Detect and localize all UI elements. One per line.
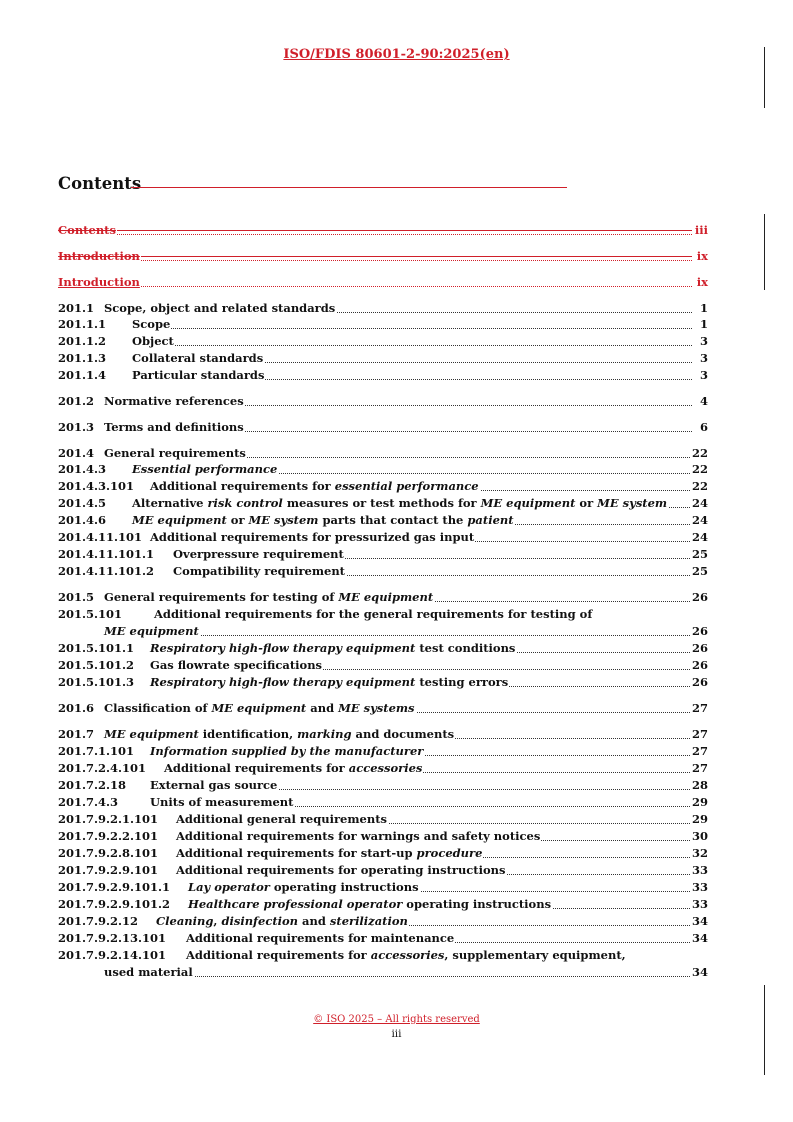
toc-entry-title: and [298,914,330,928]
toc-entry-page: 1 [699,317,708,331]
toc-entry-page: 26 [691,658,708,672]
toc-entry-title: operating instructions [269,880,419,894]
toc-entry-title: Terms and definitions [104,420,244,434]
toc-entry[interactable] [58,316,708,332]
toc-entry-label [58,478,480,494]
toc-entry-label [58,794,294,810]
change-bar [764,214,765,290]
toc-entry-number: 201.7.9.2.9.101.2 [58,897,171,911]
toc-entry[interactable] [58,367,708,383]
toc-entry-page: 4 [699,394,708,408]
toc-entry-title: or [575,496,598,510]
toc-entry[interactable] [58,495,708,511]
toc-entry-number: 201.7.1.101 [58,744,135,758]
toc-entry-page: 3 [699,368,708,382]
toc-entry-page: 26 [691,641,708,655]
toc-entry-label [58,495,668,511]
toc-entry-title: General requirements [104,446,246,460]
toc-entry-title: Particular standards [132,368,265,382]
toc-entry-label [58,777,278,793]
toc-entry-number: 201.5.101.3 [58,675,135,689]
toc-entry[interactable] [58,546,708,562]
toc-entry-label [58,743,424,759]
toc-entry-page: 32 [691,846,708,860]
toc-entry-title: Compatibility requirement [173,564,345,578]
toc-entry-title: Additional general requirements [176,812,387,826]
toc-entry-italic-term: ME equipment [104,727,199,741]
toc-entry-title: Additional requirements for [186,948,371,962]
toc-entry-title: Gas flowrate specifications [150,658,323,672]
toc-entry-italic-term: ME systems [338,701,415,715]
toc-entry[interactable] [58,964,708,980]
toc-entry-page: ix [696,275,708,289]
toc-entry-page: 3 [699,351,708,365]
toc-entry-title: Normative references [104,394,244,408]
toc-entry-title: General requirements for testing of [104,590,339,604]
toc-entry[interactable] [58,896,708,912]
toc-entry[interactable] [58,248,708,264]
toc-entry-label [58,350,264,366]
toc-entry-italic-term: ME system [248,513,319,527]
toc-entry-title: Collateral standards [132,351,264,365]
toc-entry-page: 27 [691,761,708,775]
toc-entry-page: 1 [699,301,708,315]
toc-entry[interactable] [58,743,708,759]
toc-entry-title: Additional requirements for warnings and safety notices [176,829,541,843]
contents-heading: Contents [58,174,142,193]
toc-entry-number: 201.6 [58,701,95,715]
toc-entry-italic-term: ME equipment [338,590,434,604]
toc-entry[interactable] [58,640,708,656]
toc-entry-number: 201.4.3.101 [58,479,135,493]
toc-entry-page: 22 [691,479,708,493]
toc-entry-label [58,640,516,656]
toc-entry-number: 201.7.9.2.9.101.1 [58,880,171,894]
toc-leader-dots [58,286,692,287]
toc-entry[interactable] [58,862,708,878]
toc-entry-title: Overpressure requirement [173,547,344,561]
toc-entry[interactable] [58,947,708,963]
toc-entry-label [58,657,323,673]
toc-entry-page: 28 [691,778,708,792]
document-id-header: ISO/FDIS 80601-2-90:2025(en) [283,47,510,62]
toc-entry-number: 201.5.101.2 [58,658,135,672]
heading-rule [131,187,567,188]
toc-entry[interactable] [58,333,708,349]
toc-entry-label [58,879,420,895]
toc-entry-number: 201.7.2.18 [58,778,127,792]
toc-entry-number: 201.7.4.3 [58,795,119,809]
toc-entry-number: 201.7.2.4.101 [58,761,147,775]
toc-entry-title: , supplementary equipment, [444,948,626,962]
toc-entry[interactable] [58,930,708,946]
toc-entry-number: 201.3 [58,420,95,434]
toc-entry-label [58,845,483,861]
toc-entry-italic-term: sterilization [329,914,408,928]
toc-entry-italic-term: Information supplied by the manufacturer [150,744,424,758]
toc-entry-number: 201.4.5 [58,496,107,510]
toc-entry-number: 201.1.4 [58,368,107,382]
toc-entry-italic-term: risk control [207,496,283,510]
toc-entry[interactable] [58,512,708,528]
toc-entry-label [58,606,593,622]
toc-entry-title: , [213,914,222,928]
toc-entry-page: ix [696,249,708,263]
toc-entry-title: Scope [132,317,171,331]
toc-entry-italic-term: ME equipment [132,513,227,527]
toc-entry-label [58,222,117,238]
toc-entry-italic-term: Respiratory high-flow therapy equipment [150,675,416,689]
toc-entry-title: and documents [351,727,455,741]
toc-entry-label [58,811,388,827]
toc-entry-label [58,445,247,461]
toc-entry-page: 30 [691,829,708,843]
toc-entry-number: 201.7.9.2.13.101 [58,931,167,945]
toc-entry-page: 26 [691,590,708,604]
toc-entry-page: 24 [691,496,708,510]
toc-entry-label [58,248,141,264]
toc-entry-page: 27 [691,744,708,758]
toc-entry-title: Additional requirements for operating instructions [176,863,506,877]
toc-entry-italic-term: Essential performance [132,462,278,476]
toc-entry-page: 6 [699,420,708,434]
toc-entry[interactable] [58,445,708,461]
toc-entry-italic-term: Lay operator [188,880,270,894]
toc-entry-label [58,316,171,332]
toc-entry-page: 33 [691,863,708,877]
toc-entry[interactable] [58,300,708,316]
toc-entry-number: 201.4 [58,446,95,460]
toc-entry-page: 34 [691,931,708,945]
toc-entry-number: 201.5 [58,590,95,604]
toc-entry-italic-term: marking [297,727,352,741]
page-number: iii [391,1028,402,1040]
toc-entry[interactable] [58,726,708,742]
toc-entry[interactable] [58,700,708,716]
toc-entry-number: 201.7.9.2.2.101 [58,829,159,843]
toc-entry-page: 3 [699,334,708,348]
toc-entry-title: Additional requirements for [164,761,349,775]
toc-entry-title: Additional requirements for start-up [176,846,417,860]
toc-entry[interactable] [58,913,708,929]
toc-entry-label [58,333,175,349]
toc-entry-page: 33 [691,897,708,911]
toc-entry-title: Classification of [104,701,212,715]
toc-entry[interactable] [58,529,708,545]
toc-entry-label [58,512,515,528]
toc-entry-number: 201.4.11.101.2 [58,564,155,578]
toc-entry-title: and [306,701,339,715]
toc-entry-title: or [226,513,249,527]
toc-entry[interactable] [58,674,708,690]
toc-entry-italic-term: essential performance [334,479,479,493]
toc-entry-page: 34 [691,965,708,979]
toc-entry-number: 201.4.11.101 [58,530,143,544]
toc-entry-page: iii [694,223,708,237]
toc-entry-italic-term: ME equipment [211,701,307,715]
toc-entry-title: measures or test methods for [282,496,481,510]
toc-entry-title: used material [104,965,193,979]
toc-entry[interactable] [58,222,708,238]
toc-entry-page: 22 [691,446,708,460]
toc-entry-page: 26 [691,624,708,638]
toc-entry-label [58,419,245,435]
toc-entry-italic-term: ME system [597,496,668,510]
toc-entry-page: 27 [691,701,708,715]
toc-entry-label [58,862,507,878]
toc-entry-title: operating instructions [402,897,552,911]
toc-entry[interactable] [58,811,708,827]
toc-entry-label [58,529,475,545]
toc-entry-italic-term: disinfection [221,914,299,928]
toc-entry-title: Object [132,334,174,348]
toc-entry[interactable] [58,828,708,844]
toc-entry-page: 24 [691,530,708,544]
toc-entry-label [58,964,194,980]
toc-entry-title: Introduction [58,275,140,289]
toc-entry[interactable] [58,563,708,579]
toc-entry-italic-term: accessories [370,948,445,962]
toc-entry-title: Additional requirements for maintenance [186,931,455,945]
toc-entry-title: Units of measurement [150,795,294,809]
toc-entry-label [58,896,552,912]
toc-entry-page: 26 [691,675,708,689]
toc-leader-dots [58,234,692,235]
change-bar [764,47,765,108]
toc-entry-label [58,461,278,477]
toc-entry[interactable] [58,350,708,366]
toc-entry[interactable] [58,845,708,861]
toc-entry[interactable] [58,393,708,409]
toc-entry[interactable] [58,879,708,895]
toc-entry-number: 201.7.9.2.14.101 [58,948,167,962]
toc-entry-number: 201.7.9.2.8.101 [58,846,159,860]
toc-entry[interactable] [58,419,708,435]
toc-entry-page: 34 [691,914,708,928]
toc-entry-title: External gas source [150,778,278,792]
toc-entry-number: 201.4.6 [58,513,107,527]
toc-entry-number: 201.7.9.2.1.101 [58,812,159,826]
toc-entry-label [58,760,423,776]
toc-entry-label [58,367,265,383]
toc-entry-page: 29 [691,795,708,809]
toc-entry-title: parts that contact the [318,513,468,527]
toc-entry[interactable] [58,777,708,793]
toc-entry-page: 29 [691,812,708,826]
toc-entry-page: 22 [691,462,708,476]
toc-entry-title: Scope, object and related standards [104,301,336,315]
toc-entry-page: 24 [691,513,708,527]
toc-entry-label [58,563,346,579]
toc-entry-title: Alternative [132,496,208,510]
toc-leader-dots [58,260,692,261]
toc-entry[interactable] [58,274,708,290]
toc-entry-title: identification, [198,727,298,741]
toc-entry-title: Additional requirements for the general requirements for testing of [154,607,593,621]
toc-entry[interactable] [58,623,708,639]
toc-entry-label [58,674,509,690]
toc-entry-title: Additional requirements for pressurized gas input [150,530,475,544]
toc-entry-title: Introduction [58,249,140,263]
toc-entry[interactable] [58,657,708,673]
toc-entry-italic-term: ME equipment [480,496,576,510]
toc-entry[interactable] [58,589,708,605]
toc-entry-italic-term: Healthcare professional operator [188,897,403,911]
toc-entry-page: 25 [691,564,708,578]
toc-entry-page: 25 [691,547,708,561]
toc-entry[interactable] [58,794,708,810]
toc-entry-italic-term: Respiratory high-flow therapy equipment [150,641,416,655]
toc-entry-label [58,828,541,844]
toc-entry-label [58,300,336,316]
toc-entry-label [58,913,409,929]
toc-entry-page: 33 [691,880,708,894]
toc-entry-label [58,546,345,562]
toc-entry-italic-term: ME equipment [104,624,199,638]
toc-entry-label [58,589,434,605]
toc-entry-number: 201.1.1 [58,317,107,331]
toc-entry-number: 201.5.101.1 [58,641,135,655]
toc-entry-label [58,930,455,946]
toc-entry-italic-term: Cleaning [156,914,214,928]
toc-entry-number: 201.4.11.101.1 [58,547,155,561]
toc-entry-label [58,947,627,963]
toc-entry-label [58,623,200,639]
toc-entry-label [58,726,455,742]
toc-entry-label [58,700,416,716]
toc-entry-italic-term: accessories [348,761,423,775]
toc-entry-number: 201.1.2 [58,334,107,348]
toc-entry-title: testing errors [415,675,509,689]
toc-entry[interactable] [58,461,708,477]
toc-entry-title: Contents [58,223,116,237]
toc-entry-italic-term: patient [467,513,514,527]
toc-entry-number: 201.7 [58,727,95,741]
toc-entry-italic-term: procedure [416,846,483,860]
toc-entry-number: 201.7.9.2.9.101 [58,863,159,877]
toc-entry-title: test conditions [415,641,516,655]
toc-entry-page: 27 [691,727,708,741]
toc-entry[interactable] [58,606,708,622]
toc-entry-number: 201.4.3 [58,462,107,476]
toc-entry-number: 201.2 [58,394,95,408]
toc-entry-label [58,274,141,290]
toc-entry-number: 201.7.9.2.12 [58,914,139,928]
toc-entry-title: Additional requirements for [150,479,335,493]
toc-entry-number: 201.5.101 [58,607,123,621]
toc-entry-label [58,393,245,409]
toc-entry[interactable] [58,478,708,494]
copyright-notice: © ISO 2025 – All rights reserved [313,1014,480,1025]
toc-entry-number: 201.1 [58,301,95,315]
toc-entry[interactable] [58,760,708,776]
toc-entry-number: 201.1.3 [58,351,107,365]
